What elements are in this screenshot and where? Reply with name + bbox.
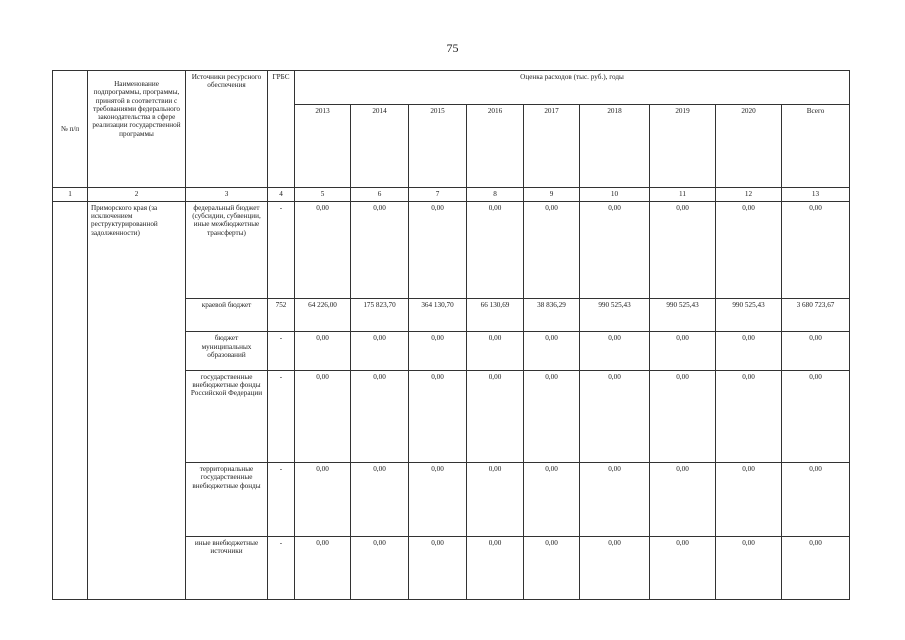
column-number: 6: [351, 187, 409, 201]
grbs-value: 752: [268, 299, 295, 332]
value-cell: 0,00: [467, 370, 524, 463]
column-number-row: [53, 187, 850, 201]
grbs-value: -: [268, 463, 295, 536]
value-cell: 0,00: [467, 201, 524, 299]
column-number: 2: [88, 187, 186, 201]
year-header: 2015: [409, 105, 467, 187]
value-cell: 0,00: [650, 332, 716, 370]
value-cell: 0,00: [295, 370, 351, 463]
grbs-value: -: [268, 370, 295, 463]
value-cell: 0,00: [351, 332, 409, 370]
value-cell: 175 823,70: [351, 299, 409, 332]
value-cell: 0,00: [409, 201, 467, 299]
value-cell: 0,00: [524, 370, 580, 463]
value-cell: 0,00: [409, 370, 467, 463]
header-row: [53, 71, 850, 105]
value-cell: 364 130,70: [409, 299, 467, 332]
grbs-value: -: [268, 536, 295, 599]
value-cell: 0,00: [650, 463, 716, 536]
value-cell: 64 226,00: [295, 299, 351, 332]
value-cell: 0,00: [524, 201, 580, 299]
column-number: 9: [524, 187, 580, 201]
value-cell: 0,00: [409, 536, 467, 599]
value-cell: 0,00: [782, 332, 850, 370]
value-cell: 0,00: [580, 332, 650, 370]
column-number: 7: [409, 187, 467, 201]
source-label: бюджет муниципальных образований: [186, 332, 268, 370]
header-estimate: Оценка расходов (тыс. руб.), годы: [295, 71, 850, 105]
value-cell: 990 525,43: [580, 299, 650, 332]
source-label: федеральный бюджет (субсидии, субвенции, иные межбюджетные трансферты): [186, 201, 268, 299]
column-number: 5: [295, 187, 351, 201]
header-grbs: ГРБС: [268, 71, 295, 188]
value-cell: 0,00: [782, 370, 850, 463]
program-num: [53, 201, 88, 599]
value-cell: 0,00: [524, 332, 580, 370]
value-cell: 38 836,29: [524, 299, 580, 332]
value-cell: 0,00: [295, 463, 351, 536]
source-label: иные внебюджетные источники: [186, 536, 268, 599]
value-cell: 0,00: [351, 536, 409, 599]
grbs-value: -: [268, 332, 295, 370]
header-name: Наименование подпрограммы, программы, принятой в соответствии с требованиями федерального законодательства в сфере реализации государственной программы: [88, 71, 186, 188]
year-header: 2016: [467, 105, 524, 187]
value-cell: 0,00: [716, 536, 782, 599]
year-header: 2013: [295, 105, 351, 187]
value-cell: 0,00: [580, 463, 650, 536]
value-cell: 0,00: [716, 370, 782, 463]
value-cell: 990 525,43: [650, 299, 716, 332]
value-cell: 0,00: [409, 463, 467, 536]
value-cell: 0,00: [650, 370, 716, 463]
table-row: [53, 201, 850, 299]
source-label: краевой бюджет: [186, 299, 268, 332]
year-header: 2014: [351, 105, 409, 187]
column-number: 4: [268, 187, 295, 201]
program-name: Приморского края (за исключением реструктурированной задолженности): [88, 201, 186, 599]
column-number: 8: [467, 187, 524, 201]
source-label: территориальные государственные внебюджетные фонды: [186, 463, 268, 536]
column-number: 10: [580, 187, 650, 201]
value-cell: 0,00: [351, 463, 409, 536]
header-source: Источники ресурсного обеспечения: [186, 71, 268, 188]
value-cell: 0,00: [580, 201, 650, 299]
value-cell: 0,00: [716, 201, 782, 299]
value-cell: 0,00: [580, 536, 650, 599]
value-cell: 0,00: [295, 332, 351, 370]
value-cell: 0,00: [295, 536, 351, 599]
year-header: 2019: [650, 105, 716, 187]
value-cell: 0,00: [467, 463, 524, 536]
value-cell: 0,00: [467, 536, 524, 599]
column-number: 11: [650, 187, 716, 201]
budget-table: [52, 70, 850, 600]
column-number: 1: [53, 187, 88, 201]
year-header: 2020: [716, 105, 782, 187]
value-cell: 3 680 723,67: [782, 299, 850, 332]
value-cell: 0,00: [524, 536, 580, 599]
column-number: 13: [782, 187, 850, 201]
value-cell: 0,00: [650, 536, 716, 599]
value-cell: 990 525,43: [716, 299, 782, 332]
year-header: Всего: [782, 105, 850, 187]
page-number: 75: [446, 41, 459, 55]
value-cell: 0,00: [782, 201, 850, 299]
value-cell: 0,00: [295, 201, 351, 299]
header-num: № п/п: [53, 71, 88, 188]
column-number: 12: [716, 187, 782, 201]
value-cell: 0,00: [650, 201, 716, 299]
value-cell: 0,00: [409, 332, 467, 370]
value-cell: 0,00: [782, 536, 850, 599]
value-cell: 66 130,69: [467, 299, 524, 332]
grbs-value: -: [268, 201, 295, 299]
value-cell: 0,00: [580, 370, 650, 463]
value-cell: 0,00: [716, 463, 782, 536]
value-cell: 0,00: [524, 463, 580, 536]
column-number: 3: [186, 187, 268, 201]
value-cell: 0,00: [782, 463, 850, 536]
value-cell: 0,00: [716, 332, 782, 370]
value-cell: 0,00: [467, 332, 524, 370]
table-body: [53, 71, 850, 600]
source-label: государственные внебюджетные фонды Российской Федерации: [186, 370, 268, 463]
value-cell: 0,00: [351, 370, 409, 463]
value-cell: 0,00: [351, 201, 409, 299]
year-header: 2018: [580, 105, 650, 187]
year-header: 2017: [524, 105, 580, 187]
